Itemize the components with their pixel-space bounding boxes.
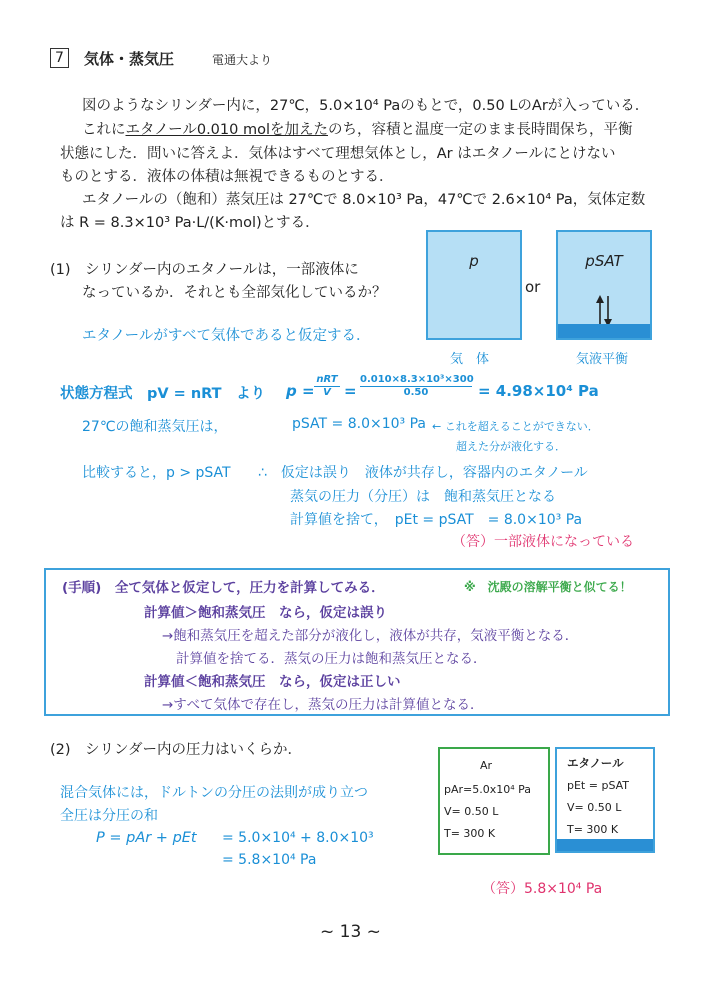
- procedure-line-5: 計算値＜飽和蒸気圧 なら，仮定は正しい: [144, 674, 401, 690]
- eq-mid: =: [344, 382, 357, 400]
- sat-pressure-label: 27℃の飽和蒸気圧は，: [82, 419, 228, 435]
- cylinder-gas-label: p: [469, 252, 479, 270]
- problem-number-box: 7: [50, 48, 69, 68]
- sat-note-line-2: 超えた分が液化する．: [456, 440, 566, 453]
- q2-answer: （答）5.8×10⁴ Pa: [482, 881, 603, 897]
- q2-eq-1-rhs: = 5.0×10⁴ + 8.0×10³: [222, 830, 374, 846]
- conclusion-line-2: 蒸気の圧力（分圧）は 飽和蒸気圧となる: [290, 489, 556, 505]
- q1-question-line-2: なっているか．それとも全部気化しているか？: [82, 285, 387, 301]
- frac2-denominator: 0.50: [403, 387, 429, 398]
- q1-assumption: エタノールがすべて気体であると仮定する．: [82, 328, 371, 344]
- ethanol-box-pressure: pEt = pSAT: [567, 779, 630, 792]
- q2-eq-1: P = pAr + pEt: [96, 830, 197, 846]
- frac1: [314, 374, 340, 398]
- ethanol-box-title: エタノール: [567, 756, 624, 770]
- q1-question-line-1: (1) シリンダー内のエタノールは，一部液体に: [50, 262, 359, 278]
- procedure-note: ※ 沈殿の溶解平衡と似てる！: [464, 580, 632, 594]
- procedure-line-4: 計算値を捨てる．蒸気の圧力は飽和蒸気圧となる．: [176, 651, 487, 667]
- eq-lhs: p =: [286, 382, 315, 400]
- problem-line-6: は R = 8.3×10³ Pa·L/(K·mol)とする．: [60, 215, 320, 231]
- comparison-text: 比較すると，p > pSAT: [82, 465, 231, 481]
- problem-line-1: 図のようなシリンダー内に，27℃，5.0×10⁴ Paのもとで，0.50 LのArが入っている．: [82, 98, 650, 114]
- or-label: or: [525, 278, 541, 296]
- caption-gas: 気 体: [450, 352, 490, 367]
- equation-of-state-label: 状態方程式 pV = nRT より: [60, 386, 266, 402]
- q2-eq-2: = 5.8×10⁴ Pa: [222, 852, 317, 868]
- problem-line-5: エタノールの（飽和）蒸気圧は 27℃で 8.0×10³ Pa，47℃で 2.6×10⁴ Pa，気体定数: [82, 192, 646, 208]
- problem-line-2-underlined: エタノール0.010 molを加えた: [125, 122, 328, 138]
- sat-note-line-1: ← これを超えることができない．: [432, 420, 599, 433]
- procedure-line-2: 計算値＞飽和蒸気圧 なら，仮定は誤り: [144, 605, 387, 621]
- problem-line-2-pre: これに: [82, 122, 126, 138]
- argon-box-title: Ar: [480, 759, 493, 772]
- eq-result: = 4.98×10⁴ Pa: [478, 382, 599, 400]
- problem-line-4: ものとする．液体の体積は無視できるものとする．: [60, 169, 394, 185]
- page-number: ~ 13 ~: [320, 922, 381, 942]
- q2-line-1: 混合気体には，ドルトンの分圧の法則が成り立つ: [60, 785, 368, 801]
- q2-line-2: 全圧は分圧の和: [60, 808, 158, 824]
- sat-pressure-value: pSAT = 8.0×10³ Pa: [292, 416, 426, 432]
- liquid-layer: [558, 324, 650, 338]
- cylinder-gas-diagram: [426, 230, 522, 340]
- cylinder-equilibrium-label: pSAT: [585, 252, 623, 270]
- argon-box-pressure: pAr=5.0x10⁴ Pa: [444, 783, 532, 796]
- ethanol-box-volume: V= 0.50 L: [567, 801, 622, 814]
- cylinder-equilibrium-diagram: [556, 230, 652, 340]
- ethanol-liquid-layer: [557, 839, 653, 851]
- problem-title: 気体・蒸気圧: [84, 50, 175, 68]
- procedure-line-1: (手順) 全て気体と仮定して，圧力を計算してみる．: [62, 580, 385, 596]
- problem-line-3: 状態にした．問いに答えよ．気体はすべて理想気体とし，Ar はエタノールにとけない: [60, 146, 616, 162]
- conclusion-line-3: 計算値を捨て， pEt = pSAT = 8.0×10³ Pa: [290, 512, 583, 528]
- evaporation-condensation-arrows-icon: [592, 294, 618, 328]
- argon-box-temp: T= 300 K: [444, 827, 496, 840]
- argon-box-volume: V= 0.50 L: [444, 805, 499, 818]
- q2-question: (2) シリンダー内の圧力はいくらか．: [50, 742, 302, 758]
- ethanol-box: [555, 747, 655, 853]
- frac1-numerator: nRT: [314, 374, 340, 387]
- procedure-line-3: →飽和蒸気圧を超えた部分が液化し，液体が共存，気液平衡となる．: [162, 628, 579, 644]
- frac2-numerator: 0.010×8.3×10³×300: [360, 374, 474, 385]
- therefore-text: ∴ 仮定は誤り 液体が共存し，容器内のエタノール: [258, 465, 588, 481]
- caption-equilibrium: 気液平衡: [576, 352, 629, 367]
- problem-line-2: [82, 118, 632, 139]
- frac2: [360, 374, 472, 398]
- problem-line-2-post: のち，容積と温度一定のまま長時間保ち，平衡: [327, 122, 633, 138]
- frac1-denominator: V: [323, 387, 331, 398]
- q1-answer: （答）一部液体になっている: [452, 534, 634, 550]
- problem-source: 電通大より: [212, 53, 273, 67]
- procedure-line-6: →すべて気体で存在し，蒸気の圧力は計算値となる．: [162, 697, 484, 713]
- ethanol-box-temp: T= 300 K: [567, 823, 619, 836]
- argon-box: [438, 747, 550, 855]
